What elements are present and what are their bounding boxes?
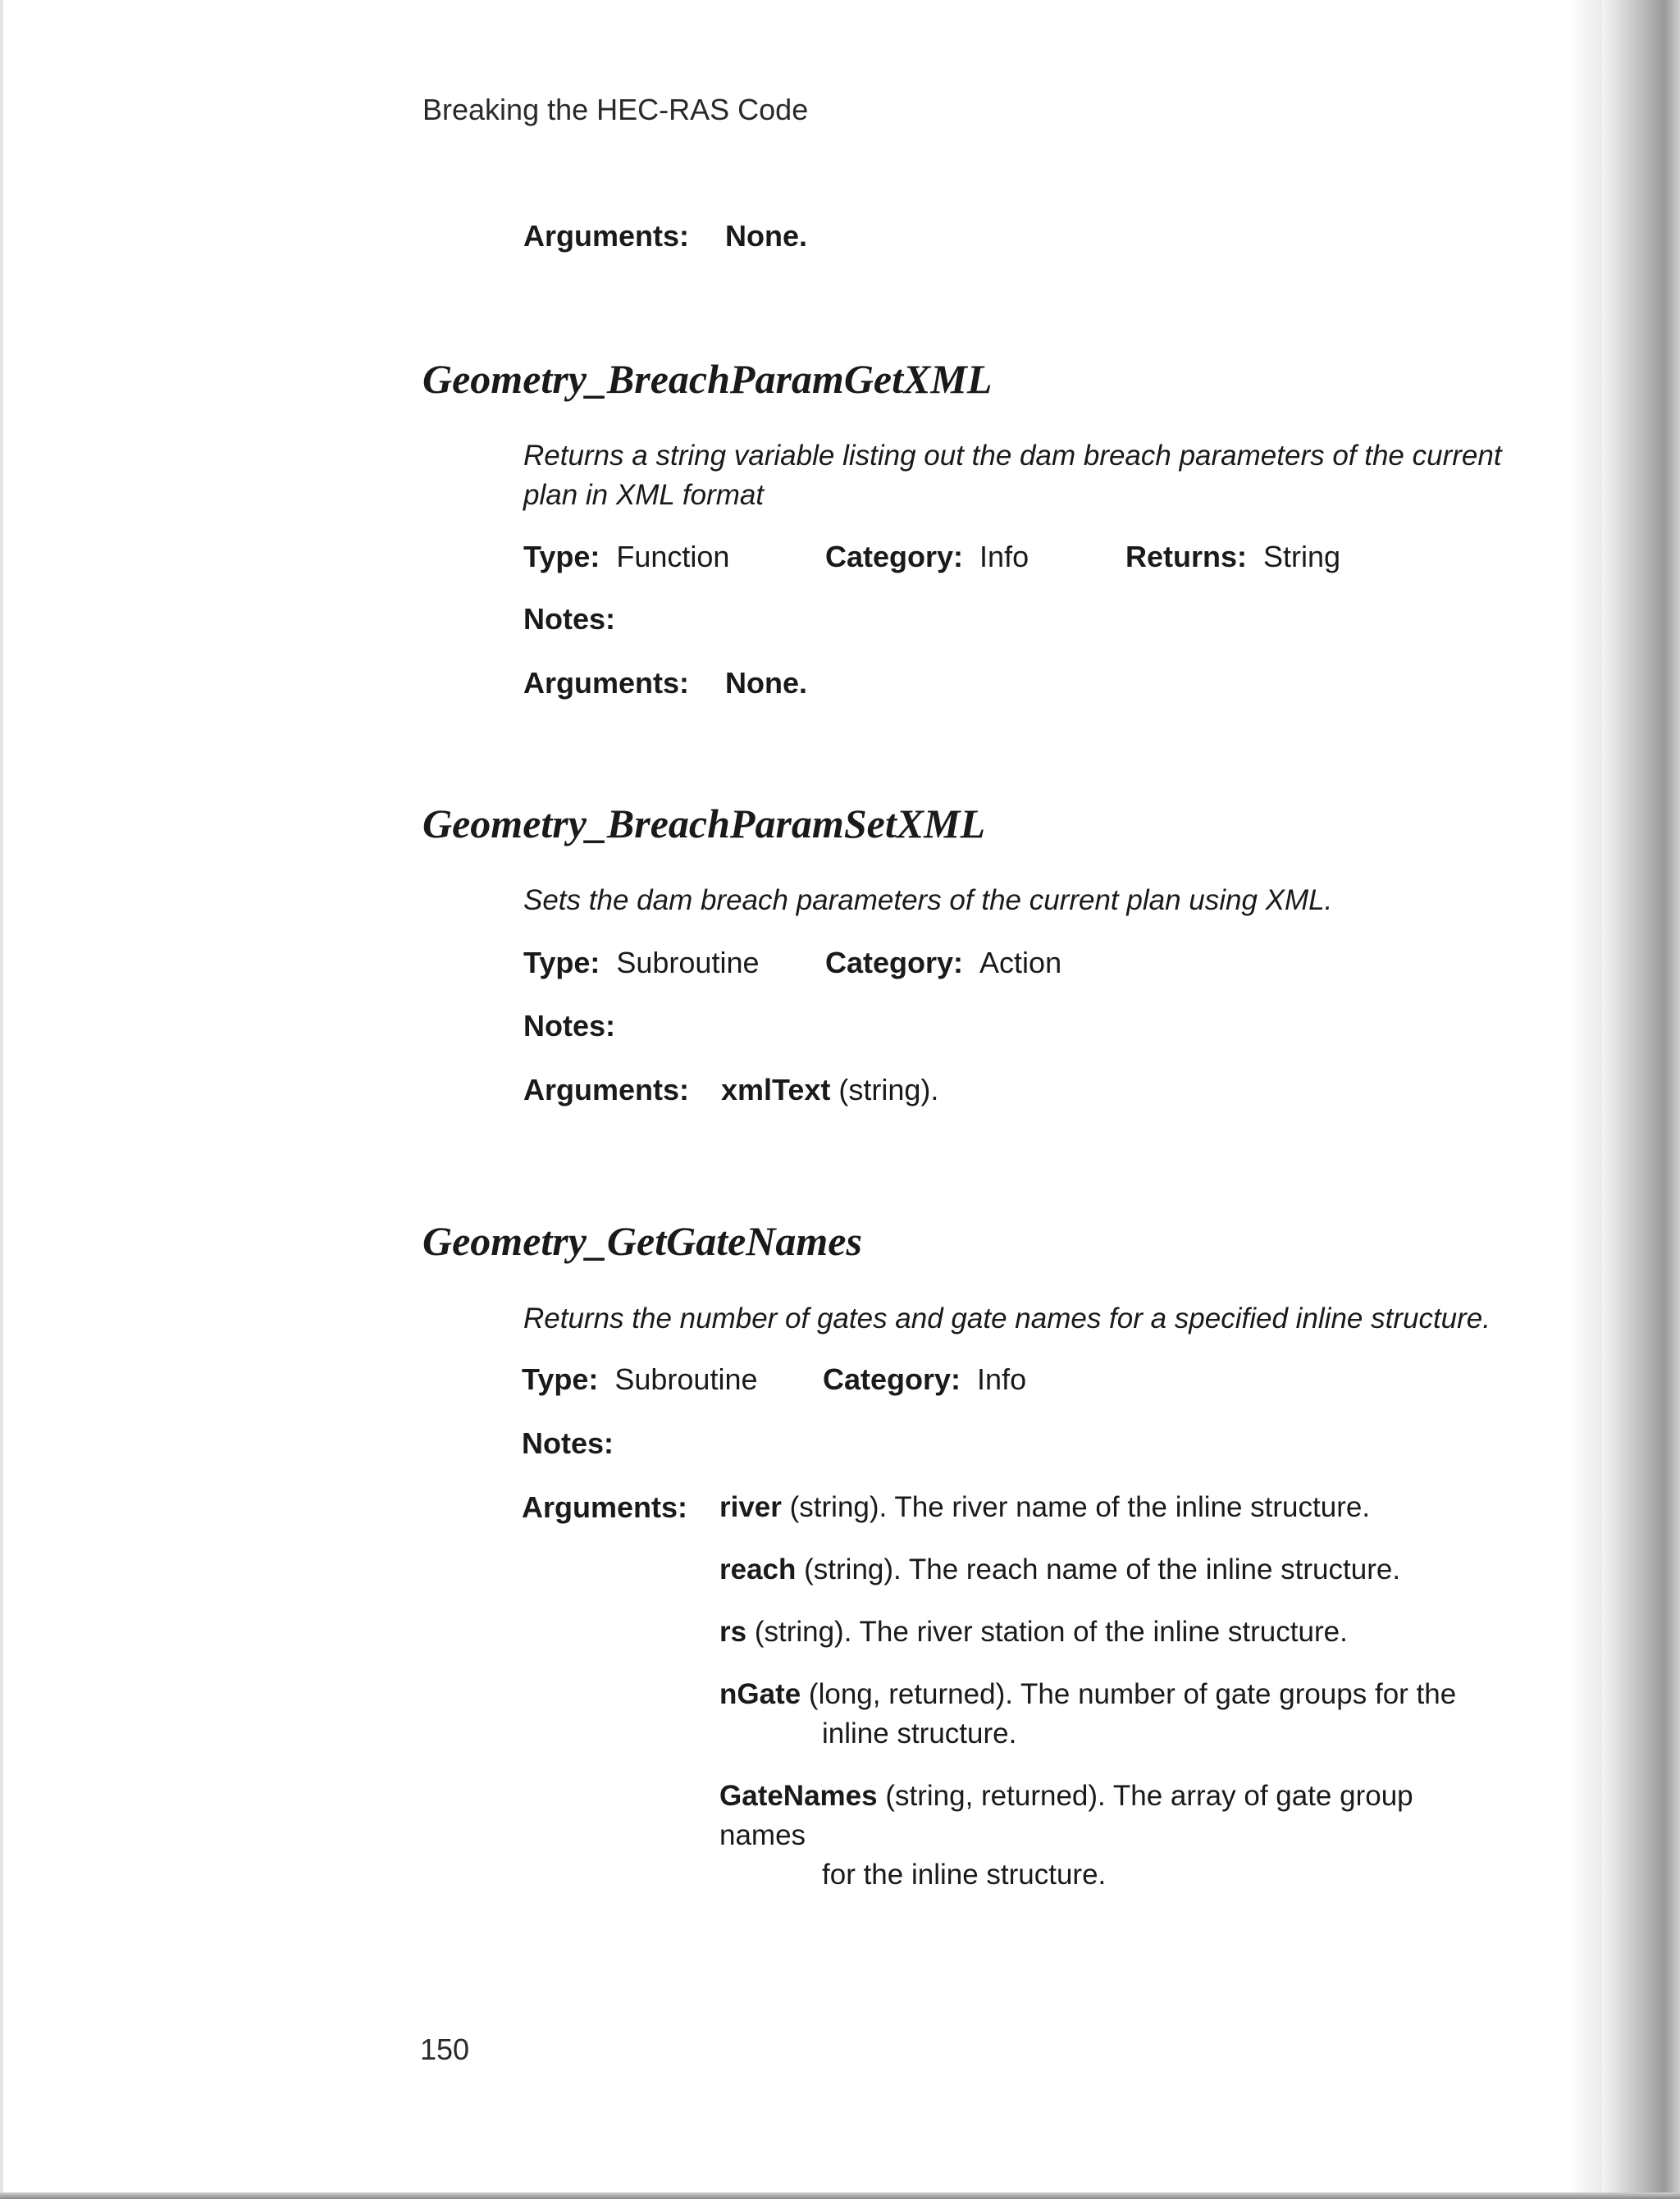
argument-name: rs bbox=[719, 1616, 747, 1648]
page-left-edge bbox=[0, 0, 3, 2199]
category-label: Category: bbox=[825, 946, 964, 979]
argument-description: (string). The reach name of the inline structure. bbox=[796, 1553, 1401, 1585]
notes-label: Notes: bbox=[522, 1426, 614, 1460]
section-description-breach-get: Returns a string variable listing out the dam breach parameters of the current plan in XML format bbox=[523, 440, 1502, 511]
argument-description: (string). The river name of the inline structure. bbox=[781, 1491, 1371, 1523]
argument-name: reach bbox=[719, 1553, 797, 1585]
category-label: Category: bbox=[823, 1362, 961, 1396]
argument-description: (string). The river station of the inline structure. bbox=[746, 1616, 1348, 1648]
notes-label: Notes: bbox=[523, 1009, 616, 1042]
category-value: Action bbox=[979, 946, 1062, 979]
notes-field-breach-set bbox=[523, 1009, 615, 1043]
argument-reach bbox=[719, 1550, 1507, 1590]
notes-field-gate-names bbox=[522, 1426, 614, 1461]
argument-description: (string). bbox=[830, 1073, 939, 1106]
type-value: Subroutine bbox=[614, 1362, 758, 1396]
argument-description-continued: inline structure. bbox=[822, 1718, 1017, 1750]
arguments-value-breach-get: None. bbox=[725, 666, 808, 700]
notes-label: Notes: bbox=[523, 602, 616, 636]
argument-gatenames bbox=[719, 1777, 1507, 1895]
book-spine-shadow bbox=[1602, 0, 1680, 2199]
argument-description: (long, returned). The number of gate groups for the bbox=[801, 1678, 1457, 1710]
section-description-gate-names: Returns the number of gates and gate names for a specified inline structure. bbox=[523, 1303, 1491, 1334]
argument-name: river bbox=[719, 1491, 782, 1523]
page-number: 150 bbox=[420, 2032, 470, 2066]
returns-field-breach-get bbox=[1125, 540, 1340, 574]
arguments-label-breach-get: Arguments: bbox=[523, 666, 690, 700]
type-label: Type: bbox=[522, 1362, 599, 1396]
returns-value: String bbox=[1263, 540, 1341, 573]
argument-name: GateNames bbox=[719, 1780, 878, 1812]
type-label: Type: bbox=[523, 540, 600, 573]
argument-description-continued: for the inline structure. bbox=[822, 1859, 1107, 1891]
top-arguments-value: None. bbox=[725, 219, 808, 253]
argument-rs bbox=[719, 1613, 1507, 1652]
category-value: Info bbox=[979, 540, 1029, 573]
top-arguments-label: Arguments: bbox=[523, 219, 690, 253]
page-bottom-edge bbox=[0, 2192, 1680, 2199]
argument-ngate bbox=[719, 1675, 1507, 1754]
type-field-breach-get bbox=[523, 540, 729, 574]
argument-river bbox=[719, 1488, 1507, 1527]
argument-description: (string, returned). The array of gate group names bbox=[719, 1780, 1413, 1851]
argument-name: nGate bbox=[719, 1678, 801, 1710]
type-field-breach-set bbox=[523, 946, 760, 980]
type-field-gate-names bbox=[522, 1362, 758, 1397]
section-description-breach-set: Sets the dam breach parameters of the current plan using XML. bbox=[523, 884, 1333, 916]
notes-field-breach-get bbox=[523, 602, 615, 636]
arguments-value-breach-set bbox=[721, 1073, 938, 1107]
type-value: Subroutine bbox=[616, 946, 760, 979]
category-field-breach-set bbox=[825, 946, 1061, 980]
arguments-label-breach-set: Arguments: bbox=[523, 1073, 690, 1106]
running-header: Breaking the HEC-RAS Code bbox=[422, 93, 809, 126]
category-field-gate-names bbox=[823, 1362, 1026, 1397]
section-title-gate-names: Geometry_GetGateNames bbox=[422, 1218, 862, 1264]
category-field-breach-get bbox=[825, 540, 1029, 574]
argument-name: xmlText bbox=[721, 1073, 831, 1106]
returns-label: Returns: bbox=[1125, 540, 1248, 573]
type-value: Function bbox=[616, 540, 730, 573]
category-value: Info bbox=[977, 1362, 1027, 1396]
arguments-label-gate-names: Arguments: bbox=[522, 1490, 688, 1524]
section-title-breach-set: Geometry_BreachParamSetXML bbox=[422, 801, 986, 846]
type-label: Type: bbox=[523, 946, 600, 979]
section-title-breach-get: Geometry_BreachParamGetXML bbox=[422, 356, 993, 402]
category-label: Category: bbox=[825, 540, 964, 573]
